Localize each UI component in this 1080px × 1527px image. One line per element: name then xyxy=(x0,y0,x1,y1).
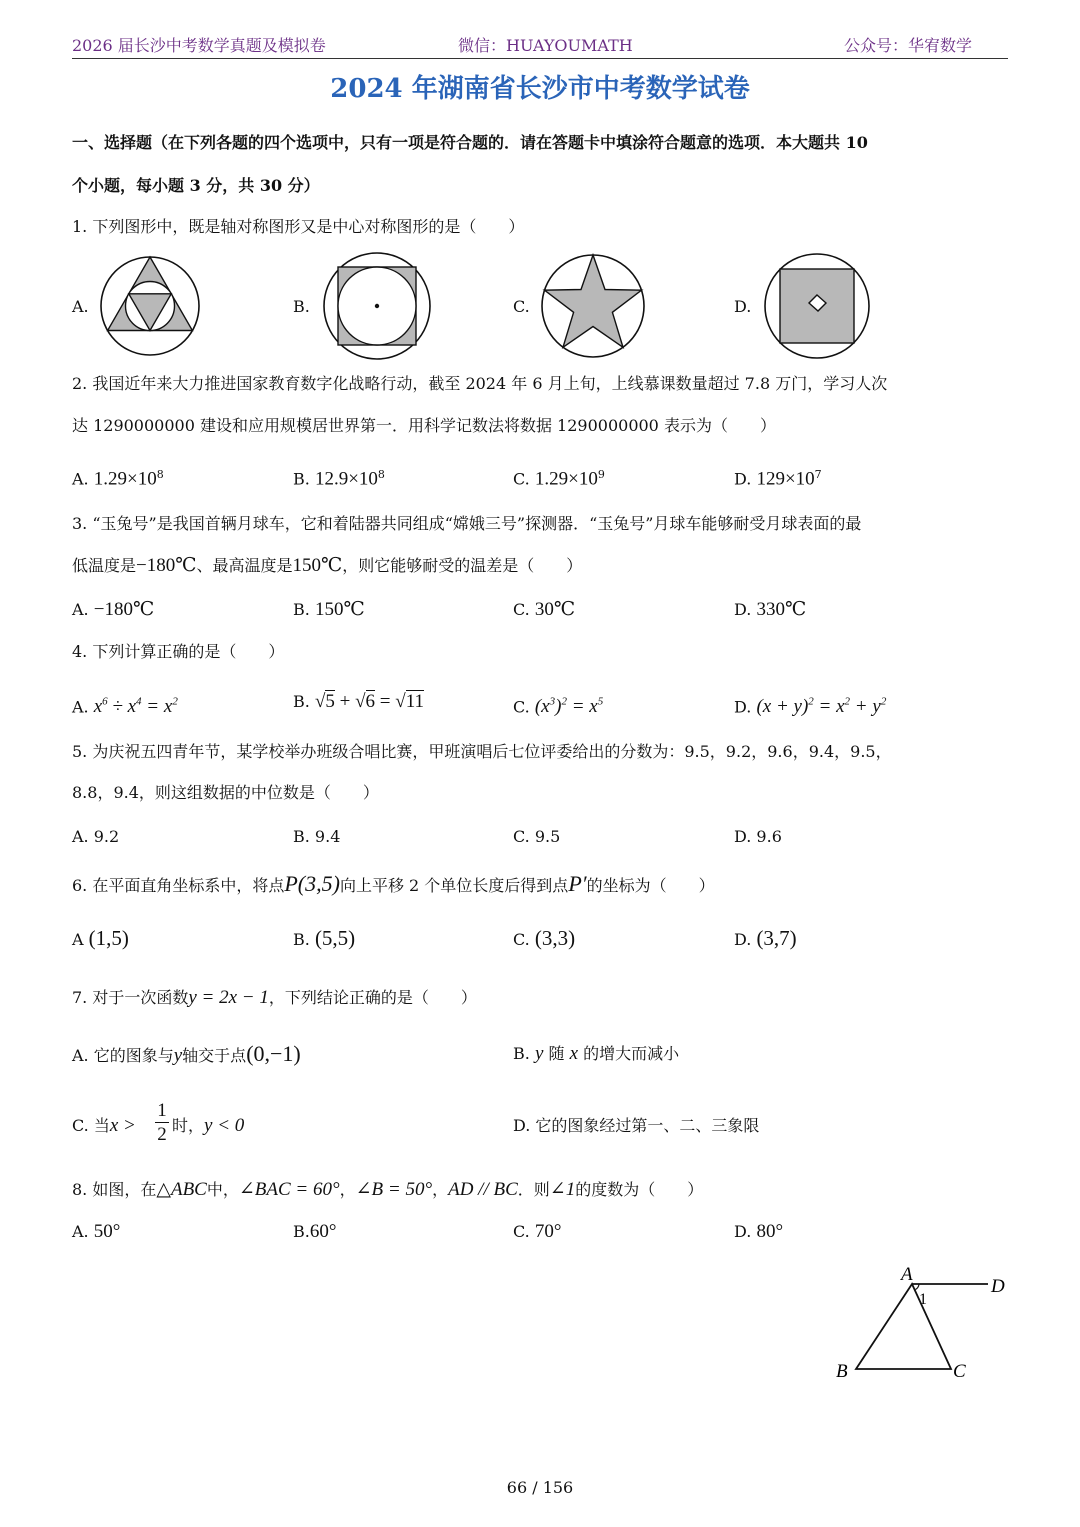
q2-option-d xyxy=(734,465,822,489)
q8-option-d: D. 80° xyxy=(734,1221,784,1242)
q7-stem-b: ，下列结论正确的是（ ） xyxy=(268,988,477,1007)
header-center: 微信：HUAYOUMATH xyxy=(458,36,633,55)
q8-triangle-figure xyxy=(830,1260,1020,1390)
q3-temp-low: −180℃ xyxy=(136,555,197,576)
q1-figure-d xyxy=(762,252,872,360)
q3-option-b-text: 150℃ xyxy=(314,599,365,620)
q1-label-c: C. xyxy=(513,297,530,316)
q2-option-c-label: C. xyxy=(513,469,530,489)
page-number: 66 / 156 xyxy=(506,1478,574,1497)
section-heading-line2: 个小题，每小题 3 分，共 30 分） xyxy=(72,176,320,195)
q1-figure-b xyxy=(321,252,433,360)
q2-option-d-exp: 7 xyxy=(814,468,822,481)
q6-stem xyxy=(72,871,715,896)
q2-option-b xyxy=(293,465,385,489)
q2-option-d-label: D. xyxy=(734,469,752,489)
q2-option-c-base: 1.29×10 xyxy=(534,468,598,490)
q1-stem: 1. 下列图形中，既是轴对称图形又是中心对称图形的是（ ） xyxy=(72,217,525,236)
q6-option-b-label: B. xyxy=(293,930,310,949)
q4-option-d-expr: $(x + y)^2 = x^2 + y^2$ xyxy=(756,696,887,718)
q2-option-a-label: A. xyxy=(72,469,89,489)
q4-option-d xyxy=(734,692,886,717)
q8-label-c: C xyxy=(953,1361,966,1382)
q4-option-d-label: D. xyxy=(734,697,752,717)
q6-option-c-text: (3,3) xyxy=(534,926,576,950)
q3-stem2-b: 、最高温度是 xyxy=(196,556,293,575)
q3-option-d xyxy=(734,600,806,620)
q3-option-a xyxy=(72,600,154,620)
q1-label-a: A. xyxy=(72,297,89,316)
q5-option-a: A. 9.2 xyxy=(72,827,120,846)
q3-option-d-label: D. xyxy=(734,600,752,619)
page-title: 2024 年湖南省长沙市中考数学试卷 xyxy=(330,74,750,104)
q3-option-c xyxy=(513,600,575,620)
q3-stem-line1: 3. “玉兔号”是我国首辆月球车，它和着陆器共同组成“嫦娥三号”探测器．“玉兔号”月球车能够耐受月球表面的最 xyxy=(72,514,862,533)
q3-option-b-label: B. xyxy=(293,600,310,619)
q6-option-a-text: (1,5) xyxy=(88,926,129,950)
q3-option-c-label: C. xyxy=(513,600,530,619)
q3-stem2-c: ，则它能够耐受的温差是（ ） xyxy=(342,556,583,575)
q7-option-b: B. y 随 x 的增大而减小 xyxy=(513,1043,680,1064)
q5-option-c: C. 9.5 xyxy=(513,827,561,846)
q1-label-d: D. xyxy=(734,297,752,316)
q8-angle-label: 1 xyxy=(919,1291,927,1308)
q2-option-b-base: 12.9×10 xyxy=(314,468,378,490)
q2-option-a-exp: 8 xyxy=(156,468,164,481)
q4-option-b-label: B. xyxy=(293,692,310,711)
q5-stem-line1: 5. 为庆祝五四青年节，某学校举办班级合唱比赛，甲班演唱后七位评委给出的分数为：9.5，9.2，9.6，9.4，9.5， xyxy=(72,742,892,761)
q6-option-d-text: (3,7) xyxy=(756,926,797,950)
q4-stem: 4. 下列计算正确的是（ ） xyxy=(72,642,285,661)
q6-stem-a: 6. 在平面直角坐标系中，将点 xyxy=(72,876,285,895)
q2-option-d-base: 129×10 xyxy=(756,468,815,490)
q5-option-d: D. 9.6 xyxy=(734,827,782,846)
q3-temp-high: 150℃ xyxy=(292,555,343,576)
header-left: 2026 届长沙中考数学真题及模拟卷 xyxy=(72,36,326,55)
q6-option-d-label: D. xyxy=(734,930,752,949)
q4-option-a-expr: $x^6 \div x^4 = x^2$ xyxy=(93,696,178,718)
q7-option-a: A. 它的图象与y轴交于点(0,−1) xyxy=(72,1041,301,1066)
header-right: 公众号：华宥数学 xyxy=(844,36,973,55)
q6-option-a xyxy=(72,928,129,950)
q8-label-a: A xyxy=(901,1264,913,1285)
q4-option-b-expr: √5 + √6 = √11 xyxy=(314,691,424,712)
q8-option-c: C. 70° xyxy=(513,1221,562,1242)
q5-option-b: B. 9.4 xyxy=(293,827,341,846)
q1-figure-c xyxy=(539,252,647,360)
q6-option-d xyxy=(734,928,797,950)
q6-option-b-text: (5,5) xyxy=(314,926,356,950)
header-divider xyxy=(72,58,1008,59)
q6-option-c-label: C. xyxy=(513,930,530,949)
q2-option-a xyxy=(72,465,164,489)
q6-option-a-label: A xyxy=(72,930,84,949)
q6-stem-c: 的坐标为（ ） xyxy=(586,876,715,895)
q3-stem2-a: 低温度是 xyxy=(72,556,137,575)
q7-stem xyxy=(72,988,477,1008)
q6-option-b xyxy=(293,928,355,950)
q7-function: y = 2x − 1 xyxy=(188,987,269,1008)
q7-option-d: D. 它的图象经过第一、二、三象限 xyxy=(513,1116,760,1135)
q7-stem-a: 7. 对于一次函数 xyxy=(72,988,189,1007)
q6-point-p: P(3,5) xyxy=(284,871,340,896)
q3-option-b xyxy=(293,600,365,620)
q8-label-d: D xyxy=(991,1276,1005,1297)
q4-option-a-label: A. xyxy=(72,697,89,717)
q3-option-d-text: 330℃ xyxy=(756,599,807,620)
q2-option-c xyxy=(513,465,605,489)
q4-option-a xyxy=(72,692,178,717)
q4-option-c xyxy=(513,692,603,717)
q5-stem-line2: 8.8，9.4，则这组数据的中位数是（ ） xyxy=(72,783,379,802)
q8-stem: 8. 如图，在△ABC中，∠BAC = 60°，∠B = 50°，AD // BC．则∠1的度数为（ ） xyxy=(72,1179,704,1200)
q6-point-p-prime: P′ xyxy=(568,871,587,896)
q7-fraction: 1 2 xyxy=(155,1100,169,1147)
q1-label-b: B. xyxy=(293,297,310,316)
q4-option-b xyxy=(293,692,424,712)
q2-option-c-exp: 9 xyxy=(597,468,605,481)
q2-stem-line2: 达 1290000000 建设和应用规模居世界第一．用科学记数法将数据 1290000000 表示为（ ） xyxy=(72,416,776,435)
q3-option-c-text: 30℃ xyxy=(534,599,576,620)
q2-option-b-exp: 8 xyxy=(377,468,385,481)
q3-stem-line2 xyxy=(72,556,582,576)
q1-figure-a xyxy=(96,252,204,360)
q4-option-c-expr: $(x^3)^2 = x^5$ xyxy=(534,696,604,718)
q2-option-a-base: 1.29×10 xyxy=(93,468,157,490)
q6-stem-b: 向上平移 2 个单位长度后得到点 xyxy=(339,876,569,895)
q2-option-b-label: B. xyxy=(293,469,310,489)
q4-option-c-label: C. xyxy=(513,697,530,717)
q3-option-a-text: −180℃ xyxy=(93,599,155,620)
q2-stem-line1: 2. 我国近年来大力推进国家教育数字化战略行动，截至 2024 年 6 月上旬，上线慕课数量超过 7.8 万门，学习人次 xyxy=(72,374,888,393)
q6-option-c xyxy=(513,928,575,950)
q8-option-b: B.60° xyxy=(293,1221,337,1242)
q3-option-a-label: A. xyxy=(72,600,89,619)
q8-label-b: B xyxy=(836,1361,848,1382)
q8-option-a: A. 50° xyxy=(72,1221,121,1242)
section-heading-line1: 一、选择题（在下列各题的四个选项中，只有一项是符合题的．请在答题卡中填涂符合题意的选项．本大题共 10 xyxy=(72,133,868,152)
